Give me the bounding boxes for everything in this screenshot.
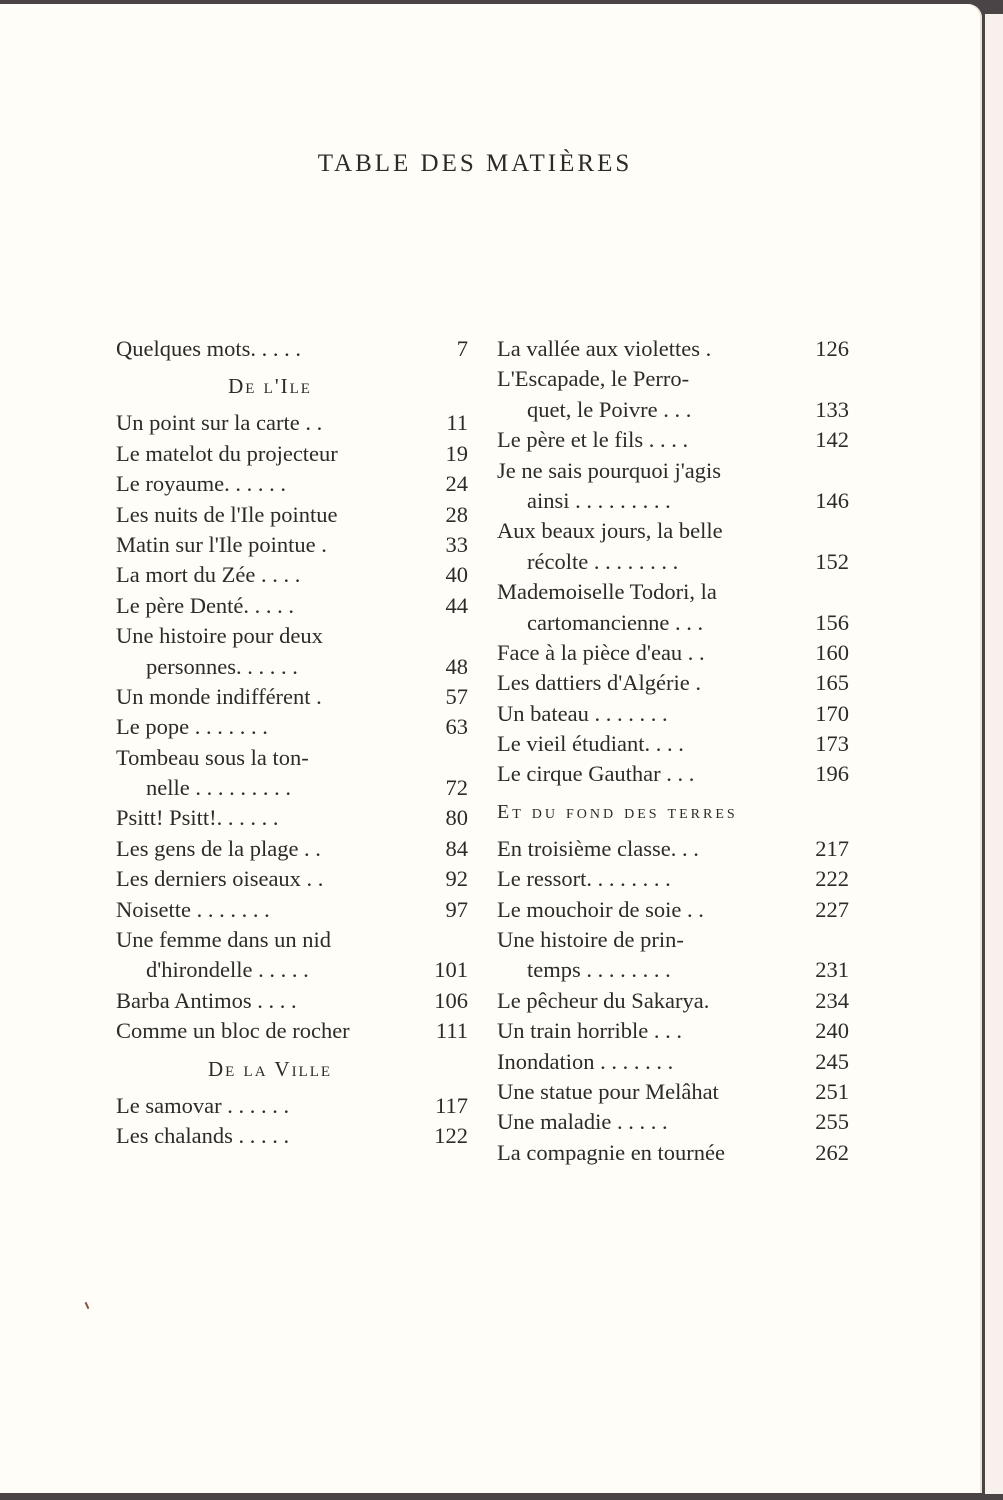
toc-entry bbox=[497, 364, 849, 394]
entry-page-number: 222 bbox=[815, 866, 849, 892]
entry-page-number: 217 bbox=[815, 835, 849, 861]
entry-title: Une statue pour Melâhat bbox=[497, 1078, 719, 1104]
toc-entry bbox=[497, 668, 849, 698]
toc-entry bbox=[497, 1107, 849, 1137]
toc-entry bbox=[116, 925, 468, 955]
toc-entry bbox=[497, 834, 849, 864]
toc-entry bbox=[116, 408, 468, 438]
entry-title: Une histoire de prin- bbox=[497, 927, 684, 953]
entry-page-number: 146 bbox=[815, 487, 849, 513]
entry-title: Matin sur l'Ile pointue . bbox=[116, 531, 327, 557]
toc-entry bbox=[116, 773, 468, 803]
toc-entry bbox=[116, 591, 468, 621]
toc-entry bbox=[116, 621, 468, 651]
entry-title: Noisette . . . . . . . bbox=[116, 896, 270, 922]
entry-page-number: 80 bbox=[445, 805, 468, 831]
entry-title: Le vieil étudiant. . . . bbox=[497, 731, 684, 757]
entry-title: cartomancienne . . . bbox=[527, 609, 704, 635]
toc-entry bbox=[116, 439, 468, 469]
entry-title: Psitt! Psitt!. . . . . . bbox=[116, 805, 279, 831]
toc-entry bbox=[497, 699, 849, 729]
entry-title: Une femme dans un nid bbox=[116, 927, 331, 953]
entry-page-number: 63 bbox=[445, 714, 468, 740]
entry-title: Les dattiers d'Algérie . bbox=[497, 670, 701, 696]
entry-page-number: 7 bbox=[456, 336, 468, 361]
entry-page-number: 111 bbox=[435, 1018, 468, 1044]
entry-page-number: 19 bbox=[445, 440, 468, 466]
entry-page-number: 122 bbox=[434, 1122, 468, 1148]
entry-title: Le matelot du projecteur bbox=[116, 440, 338, 466]
entry-page-number: 262 bbox=[815, 1139, 849, 1165]
entry-page-number: 227 bbox=[815, 896, 849, 922]
entry-title: Le cirque Gauthar . . . bbox=[497, 761, 695, 787]
toc-right-column bbox=[497, 334, 849, 1168]
section-heading: Et du fond des terres bbox=[497, 800, 738, 823]
toc-entry bbox=[116, 334, 468, 364]
entry-title: Quelques mots. . . . . bbox=[116, 336, 301, 361]
entry-title: Le père et le fils . . . . bbox=[497, 427, 689, 453]
toc-entry bbox=[116, 560, 468, 590]
entry-page-number: 44 bbox=[445, 592, 468, 618]
entry-title: Je ne sais pourquoi j'agis bbox=[497, 457, 722, 483]
entry-title: Une histoire pour deux bbox=[116, 623, 323, 649]
entry-title: Une maladie . . . . . bbox=[497, 1109, 668, 1135]
section-heading: De l'Ile bbox=[228, 374, 312, 399]
toc-entry bbox=[116, 712, 468, 742]
toc-entry bbox=[497, 1016, 849, 1046]
entry-page-number: 142 bbox=[815, 427, 849, 453]
next-page-edge bbox=[985, 14, 1003, 1494]
toc-entry bbox=[116, 1091, 468, 1121]
entry-page-number: 152 bbox=[815, 548, 849, 574]
entry-title: Un monde indifférent . bbox=[116, 683, 322, 709]
toc-entry bbox=[116, 500, 468, 530]
toc-entry bbox=[497, 334, 849, 364]
section-heading: De la Ville bbox=[207, 1056, 333, 1081]
entry-title: En troisième classe. . . bbox=[497, 835, 699, 861]
entry-page-number: 97 bbox=[445, 896, 468, 922]
entry-title: Le ressort. . . . . . . . bbox=[497, 866, 671, 892]
toc-entry bbox=[497, 608, 849, 638]
entry-title: Tombeau sous la ton- bbox=[116, 744, 309, 770]
entry-title: Un bateau . . . . . . . bbox=[497, 700, 668, 726]
entry-title: Les derniers oiseaux . . bbox=[116, 866, 324, 892]
entry-page-number: 72 bbox=[445, 775, 468, 801]
toc-entry bbox=[497, 547, 849, 577]
entry-title: Les chalands . . . . . bbox=[116, 1122, 290, 1148]
entry-title: Comme un bloc de rocher bbox=[116, 1018, 350, 1044]
entry-title: quet, le Poivre . . . bbox=[527, 396, 692, 422]
toc-entry bbox=[116, 834, 468, 864]
paper-speck bbox=[85, 1302, 90, 1309]
entry-page-number: 231 bbox=[815, 957, 849, 983]
entry-title: d'hirondelle . . . . . bbox=[146, 957, 309, 983]
toc-entry bbox=[116, 682, 468, 712]
toc-entry bbox=[116, 986, 468, 1016]
entry-title: Barba Antimos . . . . bbox=[116, 987, 297, 1013]
entry-title: récolte . . . . . . . . bbox=[527, 548, 679, 574]
entry-page-number: 40 bbox=[445, 562, 468, 588]
entry-page-number: 251 bbox=[815, 1078, 849, 1104]
toc-entry bbox=[497, 955, 849, 985]
entry-title: Le pêcheur du Sakarya. bbox=[497, 987, 710, 1013]
toc-entry bbox=[116, 864, 468, 894]
entry-page-number: 170 bbox=[815, 700, 849, 726]
entry-title: ainsi . . . . . . . . . bbox=[527, 487, 671, 513]
entry-title: La vallée aux violettes . bbox=[497, 336, 712, 361]
entry-page-number: 48 bbox=[445, 653, 468, 679]
entry-title: personnes. . . . . . bbox=[146, 653, 298, 679]
toc-entry bbox=[116, 955, 468, 985]
entry-page-number: 84 bbox=[445, 835, 468, 861]
toc-entry bbox=[497, 425, 849, 455]
entry-page-number: 173 bbox=[815, 731, 849, 757]
toc-entry bbox=[116, 1016, 468, 1046]
entry-title: Le mouchoir de soie . . bbox=[497, 896, 704, 922]
entry-title: Le pope . . . . . . . bbox=[116, 714, 268, 740]
entry-page-number: 133 bbox=[815, 396, 849, 422]
book-page bbox=[0, 4, 982, 1493]
entry-page-number: 106 bbox=[434, 987, 468, 1013]
toc-entry bbox=[116, 895, 468, 925]
entry-title: Inondation . . . . . . . bbox=[497, 1048, 674, 1074]
entry-page-number: 11 bbox=[446, 410, 468, 436]
entry-page-number: 24 bbox=[445, 471, 468, 497]
entry-title: La compagnie en tournée bbox=[497, 1139, 726, 1165]
toc-entry bbox=[497, 986, 849, 1016]
entry-page-number: 165 bbox=[815, 670, 849, 696]
entry-page-number: 234 bbox=[815, 987, 849, 1013]
toc-entry bbox=[497, 577, 849, 607]
toc-entry bbox=[497, 486, 849, 516]
toc-entry bbox=[497, 729, 849, 759]
toc-entry bbox=[497, 1077, 849, 1107]
entry-title: Le samovar . . . . . . bbox=[116, 1092, 290, 1118]
entry-page-number: 196 bbox=[815, 761, 849, 787]
entry-page-number: 156 bbox=[815, 609, 849, 635]
entry-page-number: 57 bbox=[445, 683, 468, 709]
entry-title: Face à la pièce d'eau . . bbox=[497, 639, 705, 665]
entry-title: L'Escapade, le Perro- bbox=[497, 366, 690, 392]
toc-entry bbox=[497, 1138, 849, 1168]
toc-entry bbox=[497, 456, 849, 486]
entry-page-number: 28 bbox=[445, 501, 468, 527]
toc-entry bbox=[497, 895, 849, 925]
entry-title: Un point sur la carte . . bbox=[116, 410, 323, 436]
toc-entry bbox=[497, 864, 849, 894]
toc-entry bbox=[497, 1047, 849, 1077]
entry-page-number: 245 bbox=[815, 1048, 849, 1074]
toc-entry bbox=[116, 530, 468, 560]
entry-title: Le royaume. . . . . . bbox=[116, 471, 286, 497]
toc-left-column bbox=[116, 334, 468, 1151]
entry-title: Mademoiselle Todori, la bbox=[497, 579, 717, 605]
entry-title: Aux beaux jours, la belle bbox=[497, 518, 723, 544]
toc-entry bbox=[116, 652, 468, 682]
entry-page-number: 101 bbox=[434, 957, 468, 983]
toc-entry bbox=[497, 759, 849, 789]
entry-title: Le père Denté. . . . . bbox=[116, 592, 295, 618]
entry-title: La mort du Zée . . . . bbox=[116, 562, 301, 588]
entry-page-number: 117 bbox=[435, 1092, 468, 1118]
toc-entry bbox=[116, 803, 468, 833]
entry-page-number: 126 bbox=[815, 336, 849, 361]
toc-entry bbox=[116, 469, 468, 499]
entry-title: Les nuits de l'Ile pointue bbox=[116, 501, 338, 527]
entry-title: Les gens de la plage . . bbox=[116, 835, 321, 861]
entry-page-number: 92 bbox=[445, 866, 468, 892]
toc-entry bbox=[116, 743, 468, 773]
entry-title: temps . . . . . . . . bbox=[527, 957, 671, 983]
toc-entry bbox=[497, 516, 849, 546]
toc-entry bbox=[497, 925, 849, 955]
entry-page-number: 160 bbox=[815, 639, 849, 665]
toc-entry bbox=[116, 1121, 468, 1151]
entry-title: Un train horrible . . . bbox=[497, 1018, 682, 1044]
toc-entry bbox=[497, 638, 849, 668]
entry-page-number: 255 bbox=[815, 1109, 849, 1135]
toc-entry bbox=[497, 395, 849, 425]
entry-page-number: 33 bbox=[445, 531, 468, 557]
entry-page-number: 240 bbox=[815, 1018, 849, 1044]
page-title: TABLE DES MATIÈRES bbox=[317, 150, 633, 177]
entry-title: nelle . . . . . . . . . bbox=[146, 775, 291, 801]
